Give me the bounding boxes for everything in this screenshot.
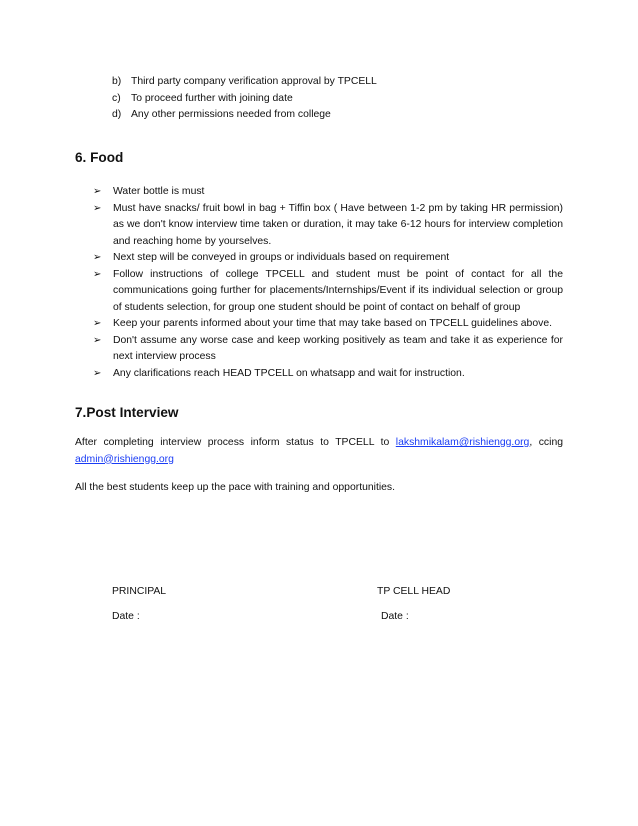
paragraph-text: After completing interview process inform status to TPCELL to [75,437,396,448]
arrow-bullet-icon: ➢ [93,202,102,214]
bullet-item [93,316,563,333]
list-item [112,91,572,108]
principal-label: PRINCIPAL [112,586,167,597]
list-letter: b) [112,76,122,87]
bullet-text: Keep your parents informed about your time that may take based on TPCELL guidelines above. [113,318,552,329]
bullet-item [93,184,563,201]
paragraph-line [75,435,563,452]
tp-cell-head-label: TP CELL HEAD [377,586,451,597]
list-letter: d) [112,109,122,120]
email-link-admin[interactable]: admin@rishiengg.org [75,453,174,465]
lettered-list [112,74,572,124]
arrow-bullet-icon: ➢ [93,334,102,346]
bullet-text: Water bottle is must [113,186,205,197]
bullet-text: Next step will be conveyed in groups or individuals based on requirement [113,252,450,263]
principal-date-label: Date : [112,611,140,622]
bullet-item [93,267,563,317]
list-item [112,107,572,124]
arrow-bullet-icon: ➢ [93,252,102,263]
food-heading: 6. Food [75,150,124,165]
list-item-text: Any other permissions needed from college [131,109,331,120]
tp-cell-head-date-label: Date : [381,611,409,622]
post-interview-heading: 7.Post Interview [75,405,179,420]
list-item-text: To proceed further with joining date [131,92,293,104]
bullet-text: Must have snacks/ fruit bowl in bag + Tiffin box ( Have between 1-2 pm by taking HR permission) as we don't know interview time taken or duration, it may take 6-12 hours for interview completion and reaching home by yourselves. [113,202,563,247]
arrow-bullet-icon: ➢ [93,186,102,197]
bullet-item [93,250,563,267]
arrow-bullet-icon: ➢ [93,367,102,379]
closing-paragraph: All the best students keep up the pace with training and opportunities. [75,482,396,493]
list-item-text: Third party company verification approval by TPCELL [131,76,377,87]
bullet-text: Any clarifications reach HEAD TPCELL on whatsapp and wait for instruction. [113,367,465,379]
list-item [112,74,572,91]
bullet-text: Follow instructions of college TPCELL and student must be point of contact for all the communications going further for placements/Internships/Event if its individual selection or group of students selection, for group one student should be point of contact on behalf of group [113,268,563,313]
post-interview-paragraph [75,435,563,468]
bullet-text: Don't assume any worse case and keep working positively as team and take it as experience for next interview process [113,334,563,362]
paragraph-text: , ccing [529,437,563,448]
arrow-bullet-icon: ➢ [93,318,102,329]
list-letter: c) [112,92,121,104]
arrow-bullet-icon: ➢ [93,268,102,280]
bullet-item [93,333,563,366]
email-link-lakshmikalam[interactable]: lakshmikalam@rishiengg.org [395,437,530,448]
bullet-item [93,366,563,383]
bullet-item [93,201,563,251]
food-bullet-list [93,184,563,382]
